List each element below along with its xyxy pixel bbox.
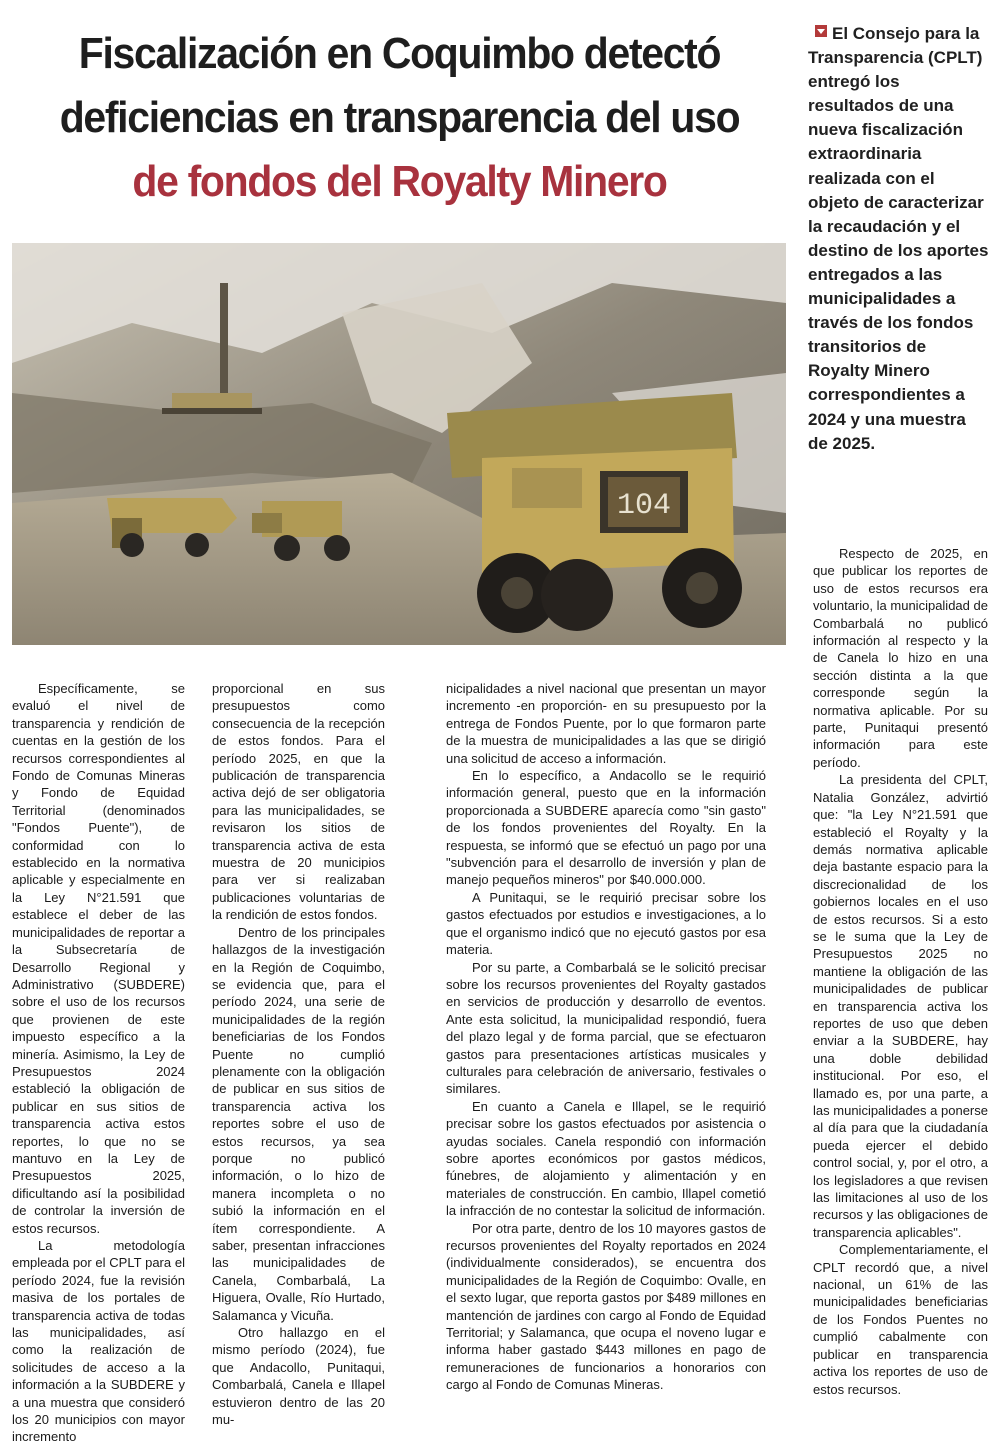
paragraph: La presidenta del CPLT, Natalia González, advirtió que: "la Ley N°21.591 que estableció el Royalty y la demás normativa aplicable deja bastante espacio para la discrecionalidad de los gobiernos locales en el uso de estos recursos. Si a esto se le suma que la Ley de Presupuestos 2025 no mantiene la obligación de las municipalidades de publicar en transparencia activa los reportes de uso que deben enviar a la SUBDERE, hay una doble debilidad institucional. Por eso, el llamado es, por una parte, a las municipalidades a ponerse al día para que la ciudadanía pueda ejercer el debido control social, y, por el otro, a los legisladores a que revisen las limitaciones al uso de los recursos y las obligaciones de transparencia aplicables". bbox=[813, 772, 988, 1240]
paragraph: En lo específico, a Andacollo se le requirió información general, puesto que en la información proporcionada a SUBDERE aparecía como "sin gasto" de los fondos provenientes del Royalty. En la respuesta, se informó que se efectuó un pago por una "subvención para el desarrollo de inversión y plan de manejo pequeños mineros" por $40.000.000. bbox=[446, 768, 766, 888]
paragraph: Otro hallazgo en el mismo período (2024), fue que Andacollo, Punitaqui, Combarbalá, Canela e Illapel estuvieron dentro de las 20 mu- bbox=[212, 1325, 385, 1428]
paragraph: A Punitaqui, se le requirió precisar sobre los gastos efectuados por estudios e investigaciones, a lo que el organismo indicó que no ejecutó gastos por esa materia. bbox=[446, 889, 766, 958]
paragraph: Complementariamente, el CPLT recordó que, a nivel nacional, un 61% de las municipalidades beneficiarias de los Fondos Puentes no cumplió cabalmente con publicar en transparencia activa los reportes de uso de estos recursos. bbox=[813, 1242, 988, 1397]
paragraph: nicipalidades a nivel nacional que presentan un mayor incremento -en proporción- en su presupuesto por la entrega de Fondos Puente, por lo que formaron parte de la muestra de municipalidades a las que se dirigió una solicitud de acceso a información. bbox=[446, 681, 766, 766]
article-column-1 bbox=[12, 680, 185, 1446]
article-column-3 bbox=[446, 680, 766, 1394]
sidebar-lead bbox=[808, 22, 990, 456]
paragraph: Por otra parte, dentro de los 10 mayores gastos de recursos provenientes del Royalty reportados en 2024 (individualmente considerados), se encuentra dos municipalidades de la Región de Coquimbo: Ovalle, en el sexto lugar, que reporta gastos por $489 millones en mantención de jardines con cargo al Fondo de Equidad Territorial; y Salamanca, que ocupa el noveno lugar e informa haber gastado $443 millones en pago de remuneraciones de funcionarios a honorarios con cargo al Fondo de Comunas Mineras. bbox=[446, 1220, 766, 1393]
article-column-4 bbox=[813, 545, 988, 1398]
headline-line-1: Fiscalización en Coquimbo detectó bbox=[78, 29, 721, 78]
paragraph: Específicamente, se evaluó el nivel de transparencia y rendición de cuentas en la gestión de los recursos correspondientes al Fondo de Comunas Mineras y Fondo de Equidad Territorial (denominados "Fondos Puente"), de conformidad con lo establecido en la normativa aplicable y especialmente en la Ley N°21.591 que establece el deber de las municipalidades de reportar a la Subsecretaría de Desarrollo Regional y Administrativo (SUBDERE) sobre el uso de los recursos que provienen de este impuesto específico a la minería. Asimismo, la Ley de Presupuestos 2024 estableció la obligación de publicar en sus sitios de transparencia activa estos reportes, lo que no se mantuvo en la Ley de Presupuestos 2025, dificultando así la posibilidad de controlar la inversión de estos recursos. bbox=[12, 681, 185, 1236]
truck-number: 104 bbox=[616, 489, 672, 523]
paragraph: Por su parte, a Combarbalá se le solicitó precisar sobre los recursos provenientes del Royalty gastados en servicios de producción y desarrollo de eventos. Ante esta solicitud, la municipalidad respondió, fuera del plazo legal y de forma parcial, que se efectuaron gastos para presentaciones artísticas musicales y culturales para celebración de aniversario, festivales o similares. bbox=[446, 959, 766, 1097]
headline-line-2: deficiencias en transparencia del uso bbox=[59, 93, 740, 142]
paragraph: Respecto de 2025, en que publicar los reportes de uso de estos recursos era voluntario, la municipalidad de Combarbalá no publicó información al respecto y la de Canela lo hizo en una sección distinta a la que corresponde según la normativa aplicable. Por su parte, Punitaqui presentó información para este período. bbox=[813, 546, 988, 770]
sidebar-lead-text: El Consejo para la Transparencia (CPLT) entregó los resultados de una nueva fiscalización extraordinaria realizada con el objeto de caracterizar la recaudación y el destino de los aportes entregados a las municipalidades a través de los fondos transitorios de Royalty Minero correspondientes a 2024 y una muestra de 2025. bbox=[808, 24, 989, 453]
article-column-2 bbox=[212, 680, 385, 1428]
paragraph: Dentro de los principales hallazgos de la investigación en la Región de Coquimbo, se evidencia que, para el período 2024, una serie de municipalidades de la región beneficiarias de los Fondos Puente no cumplió plenamente con la obligación de publicar en sus sitios de transparencia activa los reportes sobre el uso de estos recursos, ya sea porque no publicó información, o lo hizo de manera incompleta o no subió la información en el ítem correspondiente. A saber, presentan infracciones las municipalidades de Canela, Combarbalá, La Higuera, Ovalle, Río Hurtado, Salamanca y Vicuña. bbox=[212, 924, 385, 1323]
paragraph: proporcional en sus presupuestos como consecuencia de la recepción de estos fondos. Para el período 2025, en que la publicación de transparencia activa dejó de ser obligatoria para las municipalidades, se revisaron los sitios de transparencia activa de esta muestra de 20 municipios para ver si realizaban publicaciones voluntarias de la rendición de estos fondos. bbox=[212, 681, 385, 923]
paragraph: En cuanto a Canela e Illapel, se le requirió precisar sobre los gastos efectuados por asistencia o ayudas sociales. Canela respondió con información sobre aportes económicos por gastos médicos, fúnebres, de alojamiento y alimentación y en materiales de construcción. En cambio, Illapel cometió la infracción de no contestar la solicitud de información. bbox=[446, 1098, 766, 1219]
haul-truck-104 bbox=[447, 393, 742, 633]
headline-line-3: de fondos del Royalty Minero bbox=[132, 157, 667, 206]
headline bbox=[39, 22, 760, 214]
paragraph: La metodología empleada por el CPLT para el período 2024, fue la revisión masiva de los portales de transparencia activa de todas las municipalidades, así como la realización de solicitudes de acceso a la información a la SUBDERE y a una muestra que consideró los 20 municipios con mayor incremento bbox=[12, 1238, 185, 1445]
mining-photo bbox=[12, 243, 786, 645]
mining-photo-illustration bbox=[12, 243, 786, 645]
